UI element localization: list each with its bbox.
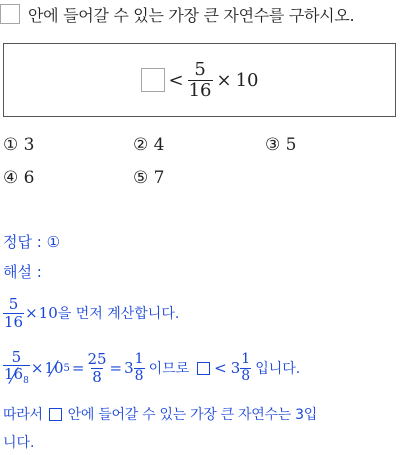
choice-value: 4 xyxy=(153,135,165,155)
times-sign: × xyxy=(216,69,232,91)
choice-1[interactable] xyxy=(3,135,34,155)
explanation-text: 이므로 xyxy=(148,361,190,377)
blank-square xyxy=(141,68,165,92)
equals-sign: = xyxy=(71,359,85,377)
fraction: $\frac{5}{16_8}$ xyxy=(4,347,29,387)
question-line xyxy=(0,0,354,28)
explanation-label: 해설 : xyxy=(3,263,42,281)
explanation-line-3 xyxy=(3,404,317,424)
choice-mark: ④ xyxy=(3,168,19,188)
explanation-line-2 xyxy=(3,343,300,393)
choice-mark: ③ xyxy=(265,135,281,155)
multiplier: 10 xyxy=(235,69,259,91)
blank-square xyxy=(0,4,20,24)
times-sign: × xyxy=(30,359,44,377)
choice-mark: ② xyxy=(133,135,149,155)
multiplier: 10 xyxy=(38,304,58,322)
crossed-denominator: 16 xyxy=(4,365,24,384)
choice-mark: ⑤ xyxy=(133,168,149,188)
choice-value: 6 xyxy=(23,168,35,188)
fraction xyxy=(188,60,213,101)
blank-square xyxy=(197,362,210,375)
fraction-numerator: 5 xyxy=(194,58,206,80)
crossed-multiplier: 10 xyxy=(44,359,64,377)
less-than-sign: < xyxy=(214,359,227,377)
reduced-multiplier: 5 xyxy=(63,362,70,374)
explanation-text: 을 먼저 계산합니다. xyxy=(57,306,180,322)
question-text: 안에 들어갈 수 있는 가장 큰 자연수를 구하시오. xyxy=(28,5,355,25)
answer-label: 정답 : ① xyxy=(3,233,61,251)
whole-part: 3 xyxy=(124,359,134,377)
explanation-line-1 xyxy=(3,290,179,336)
blank-square xyxy=(49,408,62,421)
equals-sign: = xyxy=(109,359,123,377)
whole-part: 3 xyxy=(230,359,241,377)
less-than-sign: < xyxy=(168,69,184,91)
choice-value: 5 xyxy=(285,135,297,155)
explanation-text: 안에 들어갈 수 있는 가장 큰 자연수는 3입 xyxy=(67,407,317,423)
choice-4[interactable] xyxy=(3,168,34,188)
fraction: $\frac{1}{8}$ xyxy=(241,351,251,384)
explanation-text: 따라서 xyxy=(3,407,43,423)
explanation-line-4: 니다. xyxy=(3,435,35,451)
fraction: $\frac{25}{8}$ xyxy=(87,350,107,386)
explanation-text: 입니다. xyxy=(255,361,301,377)
fraction: $\frac{1}{8}$ xyxy=(134,351,144,384)
fraction: $\frac{5}{16}$ xyxy=(4,295,24,331)
times-sign: × xyxy=(25,304,38,322)
choice-value: 7 xyxy=(153,168,165,188)
reduced-denominator: 8 xyxy=(23,376,29,387)
choice-3[interactable] xyxy=(265,135,296,155)
choice-mark: ① xyxy=(3,135,19,155)
choice-value: 3 xyxy=(23,135,35,155)
choice-5[interactable] xyxy=(133,168,164,188)
fraction-denominator: 16 xyxy=(188,79,212,101)
choice-2[interactable] xyxy=(133,135,164,155)
expression-box xyxy=(3,43,396,117)
